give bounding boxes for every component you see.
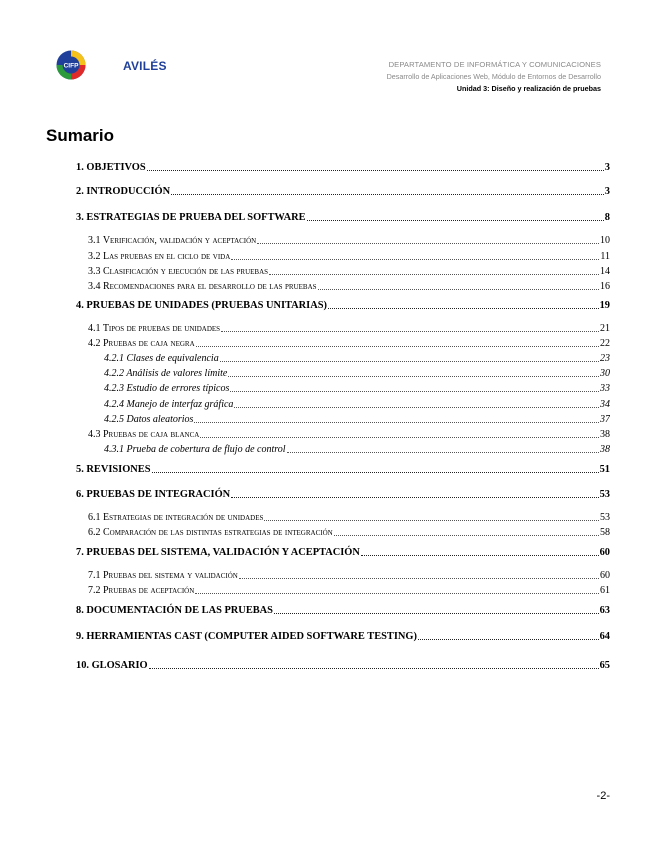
toc-entry-label: 7.2 Pruebas de aceptación — [88, 585, 195, 596]
toc-entry-page: 33 — [600, 383, 610, 394]
toc-entry-label: 5. REVISIONES — [76, 464, 151, 475]
toc-entry[interactable] — [76, 544, 610, 558]
toc-entry-page: 61 — [600, 585, 610, 596]
toc-entry[interactable] — [88, 278, 610, 292]
toc-dot-leader — [239, 567, 599, 579]
toc-entry[interactable] — [104, 380, 610, 394]
toc-entry[interactable] — [104, 441, 610, 455]
toc-entry[interactable] — [88, 509, 610, 523]
toc-entry-page: 60 — [600, 570, 610, 581]
toc-entry-page: 38 — [600, 429, 610, 440]
toc-entry-page: 58 — [600, 527, 610, 538]
toc-entry[interactable] — [76, 297, 610, 311]
toc-entry[interactable] — [76, 183, 610, 197]
toc-dot-leader — [200, 426, 599, 438]
toc-dot-leader — [231, 248, 599, 260]
header-department: DEPARTAMENTO DE INFORMÁTICA Y COMUNICACIONES — [388, 60, 601, 69]
toc-entry-page: 14 — [600, 266, 610, 277]
toc-entry-label: 3. ESTRATEGIAS DE PRUEBA DEL SOFTWARE — [76, 212, 306, 223]
toc-entry-page: 16 — [600, 281, 610, 292]
toc-entry-label: 3.2 Las pruebas en el ciclo de vida — [88, 251, 231, 262]
toc-entry-page: 3 — [604, 162, 610, 173]
toc-dot-leader — [418, 628, 599, 640]
toc-dot-leader — [228, 365, 599, 377]
toc-entry-label: 4.2.3 Estudio de errores típicos — [104, 383, 230, 394]
toc-entry-page: 22 — [600, 338, 610, 349]
toc-dot-leader — [171, 183, 604, 195]
toc-dot-leader — [287, 441, 599, 453]
toc-entry[interactable] — [88, 320, 610, 334]
toc-entry-label: 3.3 Clasificación y ejecución de las pruebas — [88, 266, 269, 277]
toc-dot-leader — [149, 657, 599, 669]
toc-entry-page: 37 — [600, 414, 610, 425]
toc-entry-label: 1. OBJETIVOS — [76, 162, 146, 173]
toc-entry[interactable] — [88, 567, 610, 581]
toc-entry[interactable] — [76, 486, 610, 500]
toc-dot-leader — [328, 297, 599, 309]
toc-entry-label: 3.1 Verificación, validación y aceptación — [88, 235, 257, 246]
org-name: AVILÉS — [123, 59, 167, 73]
toc-entry[interactable] — [76, 209, 610, 223]
toc-entry[interactable] — [104, 396, 610, 410]
toc-dot-leader — [195, 582, 599, 594]
toc-entry-label: 6. PRUEBAS DE INTEGRACIÓN — [76, 489, 231, 500]
toc-dot-leader — [334, 524, 599, 536]
toc-entry-page: 34 — [600, 399, 610, 410]
toc-entry[interactable] — [88, 335, 610, 349]
toc-dot-leader — [361, 544, 599, 556]
toc-entry-page: 10 — [600, 235, 610, 246]
page-title: Sumario — [46, 126, 115, 145]
logo-text: CIFP — [63, 62, 79, 70]
toc-entry-page: 63 — [599, 605, 610, 616]
header-unit: Unidad 3: Diseño y realización de pruebas — [456, 84, 601, 93]
toc-entry-label: 6.1 Estrategias de integración de unidades — [88, 512, 264, 523]
toc-entry-label: 9. HERRAMIENTAS CAST (COMPUTER AIDED SOFTWARE TESTING) — [76, 631, 417, 642]
toc-dot-leader — [264, 509, 599, 521]
toc-entry-label: 4.1 Tipos de pruebas de unidades — [88, 323, 221, 334]
toc-dot-leader — [307, 209, 604, 221]
toc-entry-page: 64 — [599, 631, 610, 642]
cifp-logo-icon — [56, 50, 86, 80]
toc-entry-page: 65 — [599, 660, 610, 671]
toc-entry-label: 4.2.5 Datos aleatorios — [104, 414, 194, 425]
toc-entry-page: 23 — [600, 353, 610, 364]
toc-entry-page: 21 — [600, 323, 610, 334]
toc-dot-leader — [152, 461, 599, 473]
toc-entry-label: 4.3.1 Prueba de cobertura de flujo de control — [104, 444, 286, 455]
toc-entry-page: 8 — [604, 212, 610, 223]
toc-entry-page: 30 — [600, 368, 610, 379]
header-course: Desarrollo de Aplicaciones Web, Módulo de Entornos de Desarrollo — [386, 72, 601, 81]
toc-dot-leader — [230, 380, 599, 392]
toc-dot-leader — [318, 278, 599, 290]
toc-entry-label: 2. INTRODUCCIÓN — [76, 186, 171, 197]
toc-entry-label: 4.2.1 Clases de equivalencia — [104, 353, 219, 364]
page-number: -2- — [596, 790, 610, 802]
toc-entry[interactable] — [88, 263, 610, 277]
toc-dot-leader — [220, 350, 599, 362]
toc-entry[interactable] — [76, 461, 610, 475]
toc-entry-label: 8. DOCUMENTACIÓN DE LAS PRUEBAS — [76, 605, 273, 616]
toc-dot-leader — [231, 486, 598, 498]
toc-dot-leader — [221, 320, 599, 332]
toc-entry-label: 4.3 Pruebas de caja blanca — [88, 429, 200, 440]
toc-entry-label: 7. PRUEBAS DEL SISTEMA, VALIDACIÓN Y ACEPTACIÓN — [76, 547, 360, 558]
toc-entry-page: 60 — [599, 547, 610, 558]
toc-entry-label: 4.2.2 Análisis de valores límite — [104, 368, 228, 379]
toc-entry-page: 53 — [599, 489, 610, 500]
toc-dot-leader — [194, 411, 599, 423]
toc-entry[interactable] — [88, 582, 610, 596]
toc-entry-label: 4.2.4 Manejo de interfaz gráfica — [104, 399, 234, 410]
toc-dot-leader — [196, 335, 599, 347]
toc-entry[interactable] — [76, 628, 610, 642]
toc-dot-leader — [234, 396, 599, 408]
toc-entry-page: 11 — [600, 251, 610, 262]
toc-entry[interactable] — [104, 365, 610, 379]
toc-entry[interactable] — [76, 657, 610, 671]
toc-entry-label: 4.2 Pruebas de caja negra — [88, 338, 195, 349]
toc-entry[interactable] — [88, 426, 610, 440]
toc-dot-leader — [269, 263, 599, 275]
toc-entry-label: 10. GLOSARIO — [76, 660, 148, 671]
toc-entry-page: 19 — [599, 300, 610, 311]
toc-entry-page: 51 — [599, 464, 610, 475]
toc-entry-page: 38 — [600, 444, 610, 455]
toc-entry-page: 53 — [600, 512, 610, 523]
toc-entry[interactable] — [104, 411, 610, 425]
toc-entry-label: 3.4 Recomendaciones para el desarrollo de las pruebas — [88, 281, 317, 292]
toc-entry-label: 6.2 Comparación de las distintas estrategias de integración — [88, 527, 333, 538]
toc-entry[interactable] — [76, 159, 610, 173]
toc-entry[interactable] — [76, 602, 610, 616]
toc-entry-label: 7.1 Pruebas del sistema y validación — [88, 570, 238, 581]
toc-entry[interactable] — [88, 248, 610, 262]
toc-entry-label: 4. PRUEBAS DE UNIDADES (PRUEBAS UNITARIAS) — [76, 300, 327, 311]
toc-entry-page: 3 — [604, 186, 610, 197]
toc-dot-leader — [147, 159, 604, 171]
toc-entry[interactable] — [104, 350, 610, 364]
toc-entry[interactable] — [88, 232, 610, 246]
toc-dot-leader — [257, 232, 599, 244]
toc-entry[interactable] — [88, 524, 610, 538]
toc-dot-leader — [274, 602, 599, 614]
